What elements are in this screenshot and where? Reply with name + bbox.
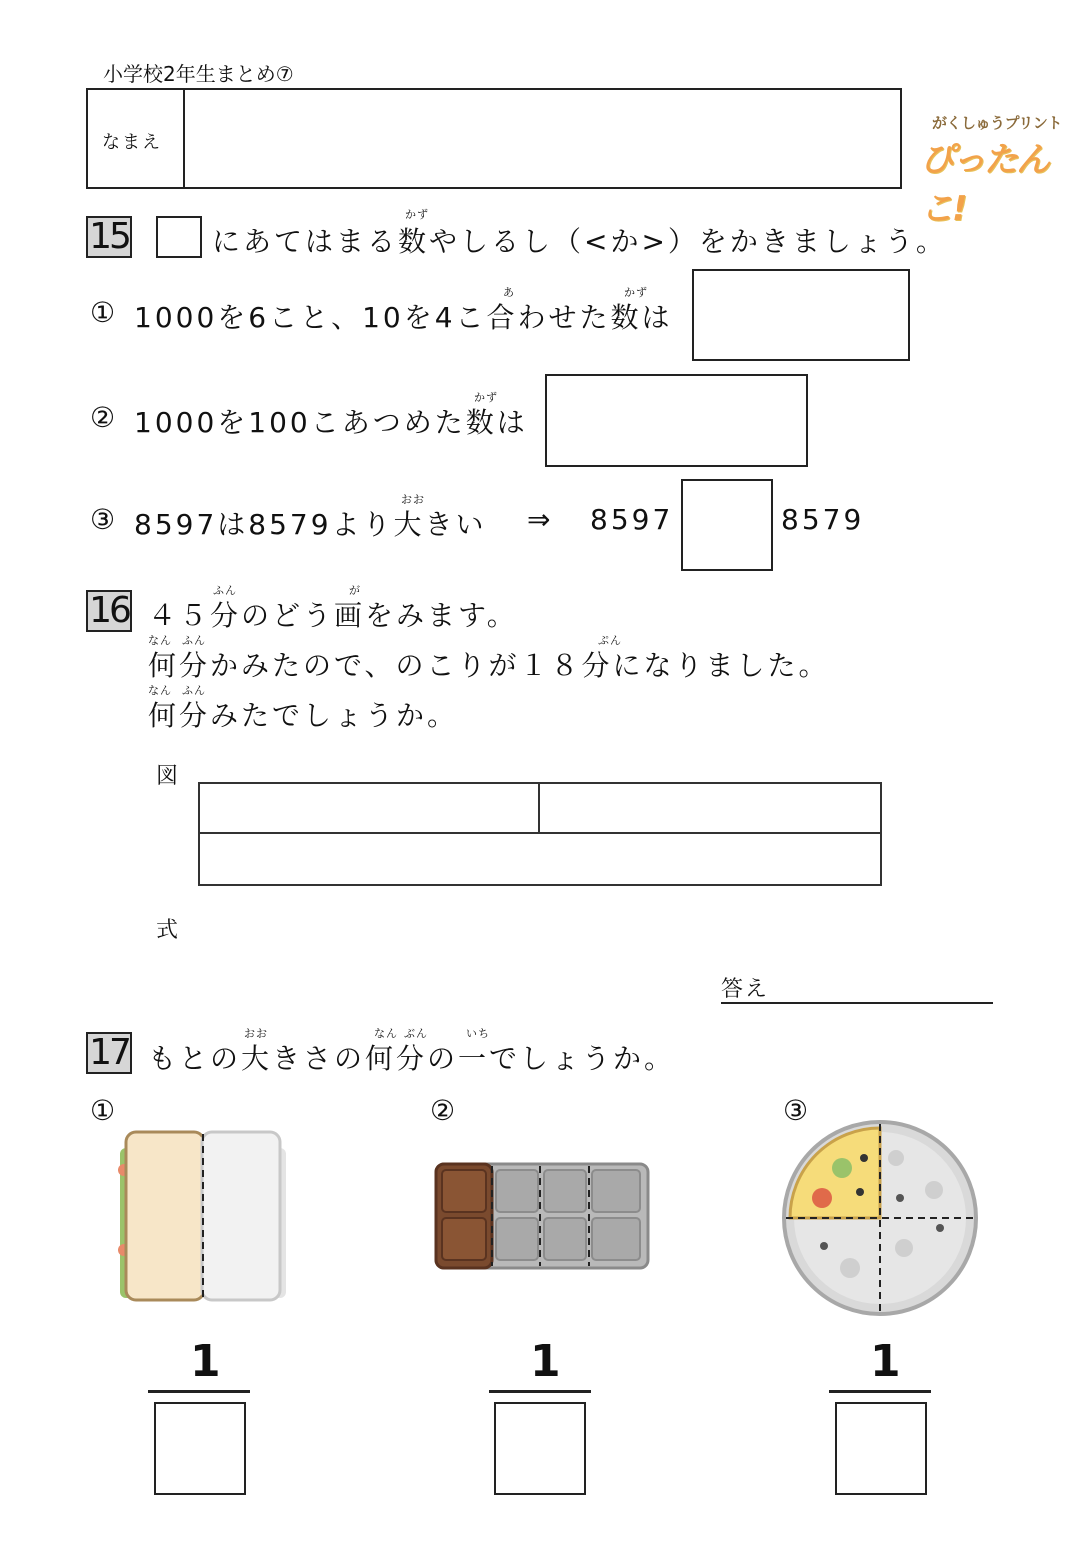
q17-item3-fraction-bar	[829, 1390, 931, 1393]
q15-item1-marker: ①	[90, 296, 119, 329]
formula-label: 式	[156, 918, 179, 943]
ruby-nan-2: なん	[148, 684, 172, 697]
q17-item2-denominator-box[interactable]	[494, 1402, 586, 1495]
q15-item2-marker: ②	[90, 401, 119, 434]
question-number-16: 16	[86, 590, 132, 632]
pizza-picture	[780, 1118, 980, 1318]
q15-instruction: にあてはまる数やしるし（<か>）をかきましょう。	[212, 225, 947, 258]
tape-segment-right[interactable]	[538, 782, 882, 834]
ruby-oo: おお	[401, 493, 425, 506]
ruby-bun: ぶん	[404, 1027, 428, 1040]
q15-answer-box-1[interactable]	[692, 269, 910, 361]
q15-answer-box-3[interactable]	[681, 479, 773, 571]
diagram-label: 図	[156, 764, 179, 789]
answer-label: 答え	[721, 977, 770, 1002]
q17-item1-denominator-box[interactable]	[154, 1402, 246, 1495]
logo: ぴったんこ!	[920, 140, 1048, 229]
name-box	[86, 88, 902, 189]
right-value: 8579	[781, 503, 865, 536]
q17-item3-denominator-box[interactable]	[835, 1402, 927, 1495]
ruby-kazu-2: かず	[474, 391, 498, 404]
logo-subtitle: がくしゅうプリント	[932, 114, 1062, 132]
sandwich-picture	[112, 1110, 292, 1310]
name-label: なまえ	[102, 132, 162, 153]
ruby-ichi: いち	[466, 1027, 490, 1040]
question-number-17: 17	[86, 1032, 132, 1074]
q16-line2: 何分かみたので、のこりが１８分になりました。	[148, 649, 830, 682]
q15-item2-text: 1000を100こあつめた数は	[134, 406, 528, 439]
ruby-fun-3: ふん	[182, 684, 206, 697]
q15-item1-text: 1000を6こと、10を4こ合わせた数は	[134, 301, 673, 334]
ruby-nan: なん	[148, 634, 172, 647]
tape-segment-total[interactable]	[198, 832, 882, 886]
worksheet-title: 小学校2年生まとめ⑦	[103, 62, 294, 86]
q17-item2-fraction-bar	[489, 1390, 591, 1393]
ruby-ga: が	[349, 584, 361, 597]
q17-item2-numerator: 1	[530, 1336, 561, 1387]
ruby-kazu: かず	[405, 208, 429, 221]
chocolate-picture	[434, 1162, 650, 1272]
q17-item1-fraction-bar	[148, 1390, 250, 1393]
q16-line1: ４５分のどう画をみます。	[148, 599, 518, 632]
q15-item3-marker: ③	[90, 503, 119, 536]
q15-answer-box-2[interactable]	[545, 374, 808, 467]
tape-segment-left[interactable]	[198, 782, 540, 834]
q17-item3-marker: ③	[783, 1094, 812, 1127]
ruby-a: あ	[503, 286, 515, 299]
implies-arrow: ⇒	[527, 503, 554, 536]
question-number-15: 15	[86, 216, 132, 258]
ruby-fun: ふん	[213, 584, 237, 597]
name-divider	[183, 90, 185, 187]
answer-line[interactable]	[721, 1002, 993, 1004]
q15-item3-text: 8597は8579より大きい	[134, 508, 487, 541]
q17-item1-marker: ①	[90, 1094, 119, 1127]
ruby-pun: ぷん	[598, 634, 622, 647]
tape-diagram	[198, 782, 882, 886]
ruby-nan-3: なん	[374, 1027, 398, 1040]
left-value: 8597	[590, 503, 674, 536]
q17-instruction: もとの大きさの何分の一でしょうか。	[148, 1042, 676, 1075]
example-blank-box	[156, 216, 202, 258]
ruby-kazu-1: かず	[624, 286, 648, 299]
ruby-oo-2: おお	[244, 1027, 268, 1040]
ruby-fun-2: ふん	[182, 634, 206, 647]
q17-item1-numerator: 1	[190, 1336, 221, 1387]
q17-item3-numerator: 1	[870, 1336, 901, 1387]
q16-line3: 何分みたでしょうか。	[148, 699, 459, 732]
q17-item2-marker: ②	[430, 1094, 459, 1127]
